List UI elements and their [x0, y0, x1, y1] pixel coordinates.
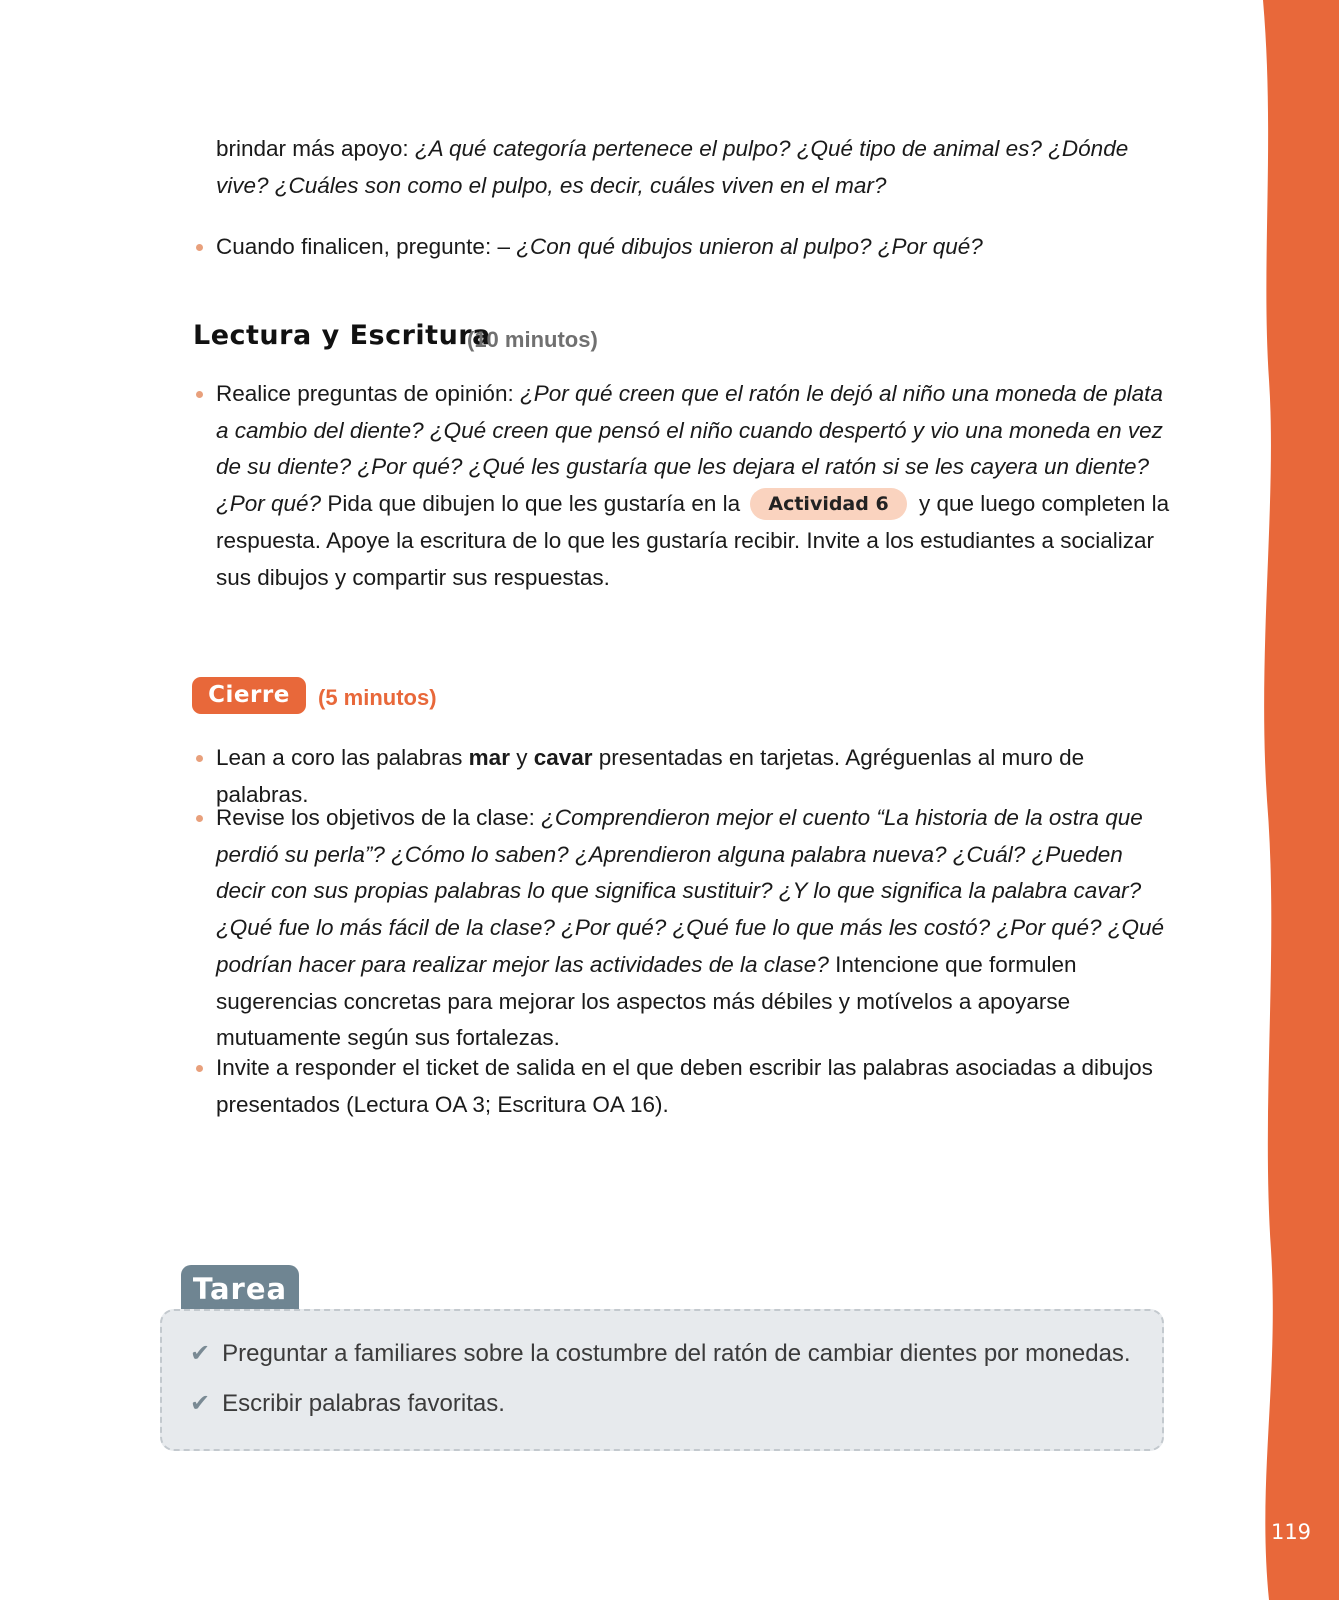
cierre-b2-lead: Revise los objetivos de la clase: — [216, 805, 542, 830]
intro-bullet — [216, 229, 1171, 266]
activity-badge: Actividad 6 — [750, 488, 906, 520]
lectura-text-before-badge: Pida que dibujen lo que les gustaría en la — [321, 491, 747, 517]
cierre-b1-mid: y — [509, 745, 534, 770]
orange-side-band — [1249, 0, 1339, 1600]
cierre-b1-after: presentadas en tarjetas. Agréguenlas al muro de palabras. — [216, 745, 1085, 807]
task-text: Escribir palabras favoritas. — [222, 1390, 505, 1417]
intro-bullet-question: ¿Con qué dibujos unieron al pulpo? ¿Por qué? — [516, 234, 983, 259]
intro-lead: brindar más apoyo: — [216, 136, 415, 161]
lectura-questions: ¿Por qué creen que el ratón le dejó al niño una moneda de plata a cambio del diente? ¿Qué creen que pensó el niño cuando despertó y vio una moneda en vez de su diente? ¿Por qué? ¿Qué les gustaría que les dejara el ratón si se les cayera un diente? ¿Por qué? — [216, 381, 1163, 517]
intro-paragraph — [216, 131, 1171, 204]
lectura-text-after-badge: y que luego completen la respuesta. Apoye la escritura de lo que les gustaría recibir. Invite a los estudiantes a socializar sus dibujos y compartir sus respuestas. — [216, 491, 1170, 590]
cierre-b2-after: Intencione que formulen sugerencias concretas para mejorar los aspectos más débiles y motívelos a apoyarse mutuamente según sus fortalezas. — [216, 951, 1077, 1051]
intro-bullet-lead: Cuando finalicen, pregunte: – — [216, 234, 517, 259]
cierre-b2-questions: ¿Comprendieron mejor el cuento “La historia de la ostra que perdió su perla”? ¿Cómo lo saben? ¿Aprendieron alguna palabra nueva? ¿Cuál? ¿Pueden decir con sus propias palabras lo que significa sustituir? ¿Y lo que significa la palabra cavar? ¿Qué fue lo más fácil de la clase? ¿Por qué? ¿Qué fue lo que más les costó? ¿Por qué? ¿Qué podrían hacer para realizar mejor las actividades de la clase? — [216, 805, 1164, 977]
task-text: Preguntar a familiares sobre la costumbre del ratón de cambiar dientes por monedas. — [222, 1340, 1131, 1367]
cierre-bullet-3: Invite a responder el ticket de salida en el que deben escribir las palabras asociadas a dibujos presentados (Lectura OA 3; Escritura OA 16). — [216, 1050, 1171, 1123]
section-title-lectura: Lectura y Escritura — [193, 320, 491, 351]
task-item — [190, 1339, 1131, 1368]
cierre-bullet-2 — [216, 800, 1171, 1057]
cierre-tag: Cierre — [192, 677, 306, 714]
word-cavar: cavar — [533, 745, 593, 770]
cierre-b1-text: Lean a coro las palabras — [216, 745, 469, 770]
check-icon: ✔ — [190, 1389, 211, 1417]
intro-questions: ¿A qué categoría pertenece el pulpo? ¿Qué tipo de animal es? ¿Dónde vive? ¿Cuáles son como el pulpo, es decir, cuáles viven en el mar? — [216, 136, 1129, 198]
page-number: 119 — [1270, 1520, 1312, 1544]
word-mar: mar — [468, 745, 510, 770]
tarea-tag: Tarea — [181, 1265, 299, 1311]
task-item — [190, 1389, 505, 1418]
lectura-bullet — [216, 376, 1171, 596]
section-time-lectura: (10 minutos) — [467, 327, 598, 352]
check-icon: ✔ — [190, 1339, 211, 1367]
cierre-time: (5 minutos) — [318, 685, 437, 710]
lectura-lead: Realice preguntas de opinión: — [216, 381, 520, 406]
tarea-box — [160, 1309, 1164, 1451]
